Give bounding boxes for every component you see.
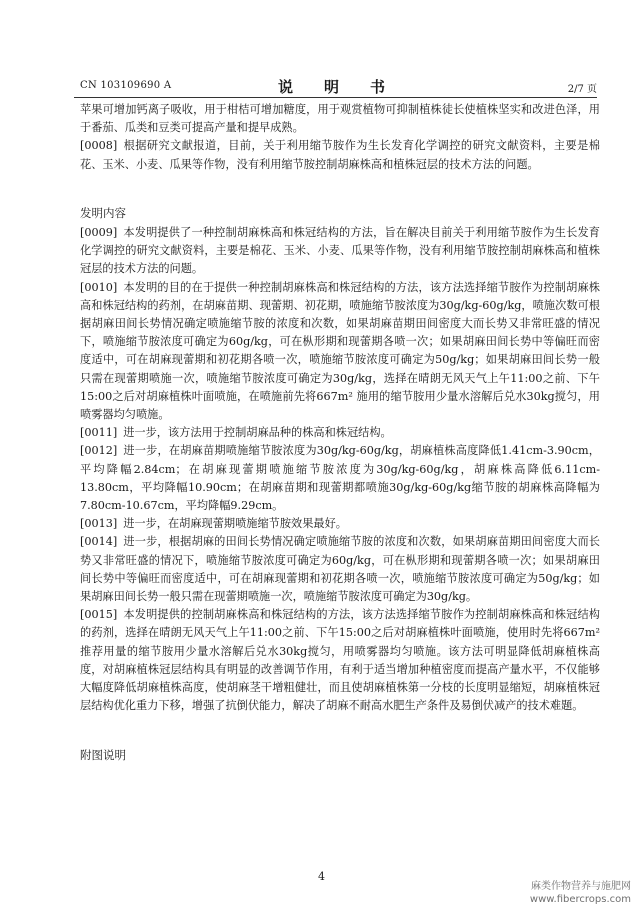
paragraph-text: 本发明提供了一种控制胡麻株高和株冠结构的方法，旨在解决目前关于利用缩节胺作为生长发育化学调控的研究文献资料，主要是棉花、玉米、小麦、瓜果等作物，没有利用缩节胺控制胡麻株高和植株冠层的技术方法的问题。 bbox=[80, 226, 600, 276]
section-heading-figures: 附图说明 bbox=[80, 747, 126, 762]
paragraph-0015 bbox=[80, 606, 600, 715]
paragraph-continued: 苹果可增加钙离子吸收，用于柑桔可增加糖度，用于观赏植物可抑制植株徒长使植株坚实和改进色泽，用于番茄、瓜类和豆类可提高产量和提早成熟。 bbox=[80, 103, 600, 135]
watermark-url: www.fibercrops.com bbox=[529, 894, 631, 905]
paragraph-0008 bbox=[80, 137, 600, 173]
paragraph-number: [0010] bbox=[80, 280, 118, 294]
paragraph-text: 进一步，该方法用于控制胡麻品种的株高和株冠结构。 bbox=[123, 426, 392, 440]
paragraph-number: [0014] bbox=[80, 535, 118, 549]
paragraph-text: 本发明提供的控制胡麻株高和株冠结构的方法，该方法选择缩节胺作为控制胡麻株高和株冠结构的药剂，选择在晴朗无风天气上午11:00之前、下午15:00之后对胡麻植株叶面喷施，使用时先将667m² 推荐用量的缩节胺用少量水溶解后兑水30kg搅匀，用喷雾器均匀喷施。该方法可明显降低胡麻植株高度，对胡麻植株冠层结构具有明显的改善调节作用，有利于适当增加种植密度而提高产量水平，不仅能够大幅度降低胡麻植株高度，使胡麻茎干增粗健壮，而且使胡麻植株第一分枝的长度明显缩短，胡麻植株冠层结构优化重力下移，增强了抗倒伏能力，解决了胡麻不耐高水肥生产条件及易倒伏减产的技术难题。 bbox=[80, 608, 600, 713]
paragraph-text: 进一步，在胡麻现蕾期喷施缩节胺效果最好。 bbox=[123, 517, 347, 531]
site-watermark bbox=[530, 880, 631, 906]
paragraph-0010 bbox=[80, 279, 600, 425]
paragraph-number: [0013] bbox=[80, 517, 118, 531]
paragraph-number: [0011] bbox=[80, 426, 118, 440]
document-type-title: 说 明 书 bbox=[277, 78, 393, 96]
paragraph-0014 bbox=[80, 533, 600, 606]
header-divider bbox=[74, 97, 597, 98]
paragraph-text: 根据研究文献报道，目前，关于利用缩节胺作为生长发育化学调控的研究文献资料，主要是棉花、玉米、小麦、瓜果等作物，没有利用缩节胺控制胡麻株高和植株冠层的技术方法的问题。 bbox=[80, 139, 600, 171]
section-heading-summary: 发明内容 bbox=[80, 205, 126, 220]
paragraph-0009 bbox=[80, 224, 600, 279]
document-body bbox=[80, 101, 600, 766]
paragraph-number: [0015] bbox=[80, 608, 118, 622]
paragraph-0013 bbox=[80, 515, 600, 533]
page-indicator: 2/7 页 bbox=[567, 84, 597, 95]
paragraph-0011 bbox=[80, 424, 600, 442]
publication-number: CN 103109690 A bbox=[80, 80, 172, 91]
paragraph-text: 进一步，在胡麻苗期喷施缩节胺浓度为30g/kg-60g/kg，胡麻植株高度降低1.41cm-3.90cm，平均降幅2.84cm；在胡麻现蕾期喷施缩节胺浓度为30g/kg-60g/kg，胡麻株高降低6.11cm-13.80cm，平均降幅10.90cm；在胡麻苗期和现蕾期都喷施30g/kg-60g/kg缩节胺的胡麻株高降幅为7.80cm-10.67cm，平均降幅9.29cm。 bbox=[80, 444, 600, 513]
page-number: 4 bbox=[318, 870, 325, 883]
paragraph-number: [0009] bbox=[80, 226, 118, 240]
paragraph-text: 本发明的目的在于提供一种控制胡麻株高和株冠结构的方法，该方法选择缩节胺作为控制胡麻株高和株冠结构的药剂，在胡麻苗期、现蕾期、初花期，喷施缩节胺浓度为30g/kg-60g/kg，喷施次数可根据胡麻田间长势情况确定喷施缩节胺的浓度和次数，如果胡麻苗期田间密度大而长势又非常旺盛的情况下，喷施缩节胺浓度可确定为60g/kg，可在枞形期和现蕾期各喷一次；如果胡麻田间长势中等偏旺而密度适中，可在胡麻现蕾期和初花期各喷一次，喷施缩节胺浓度可确定为50g/kg；如果胡麻田间长势一般只需在现蕾期喷施一次，喷施缩节胺浓度可确定为30g/kg，选择在晴朗无风天气上午11:00之前、下午15:00之后对胡麻植株叶面喷施，在喷施前先将667m² 施用的缩节胺用少量水溶解后兑水30kg搅匀，用喷雾器均匀喷施。 bbox=[80, 280, 600, 422]
paragraph-number: [0012] bbox=[80, 444, 118, 458]
paragraph-0012 bbox=[80, 442, 600, 515]
paragraph-text: 进一步，根据胡麻的田间长势情况确定喷施缩节胺的浓度和次数，如果胡麻苗期田间密度大而长势又非常旺盛的情况下，喷施缩节胺浓度可确定为60g/kg，可在枞形期和现蕾期各喷一次；如果胡麻田间长势中等偏旺而密度适中，可在胡麻现蕾期和初花期各喷一次，喷施缩节胺浓度可确定为50g/kg；如果胡麻田间长势一般只需在现蕾期喷施一次，喷施缩节胺浓度可确定为30g/kg。 bbox=[80, 535, 600, 604]
watermark-site-name: 麻类作物营养与施肥网 bbox=[531, 881, 631, 892]
page-header bbox=[74, 76, 597, 96]
paragraph-number: [0008] bbox=[80, 139, 118, 153]
